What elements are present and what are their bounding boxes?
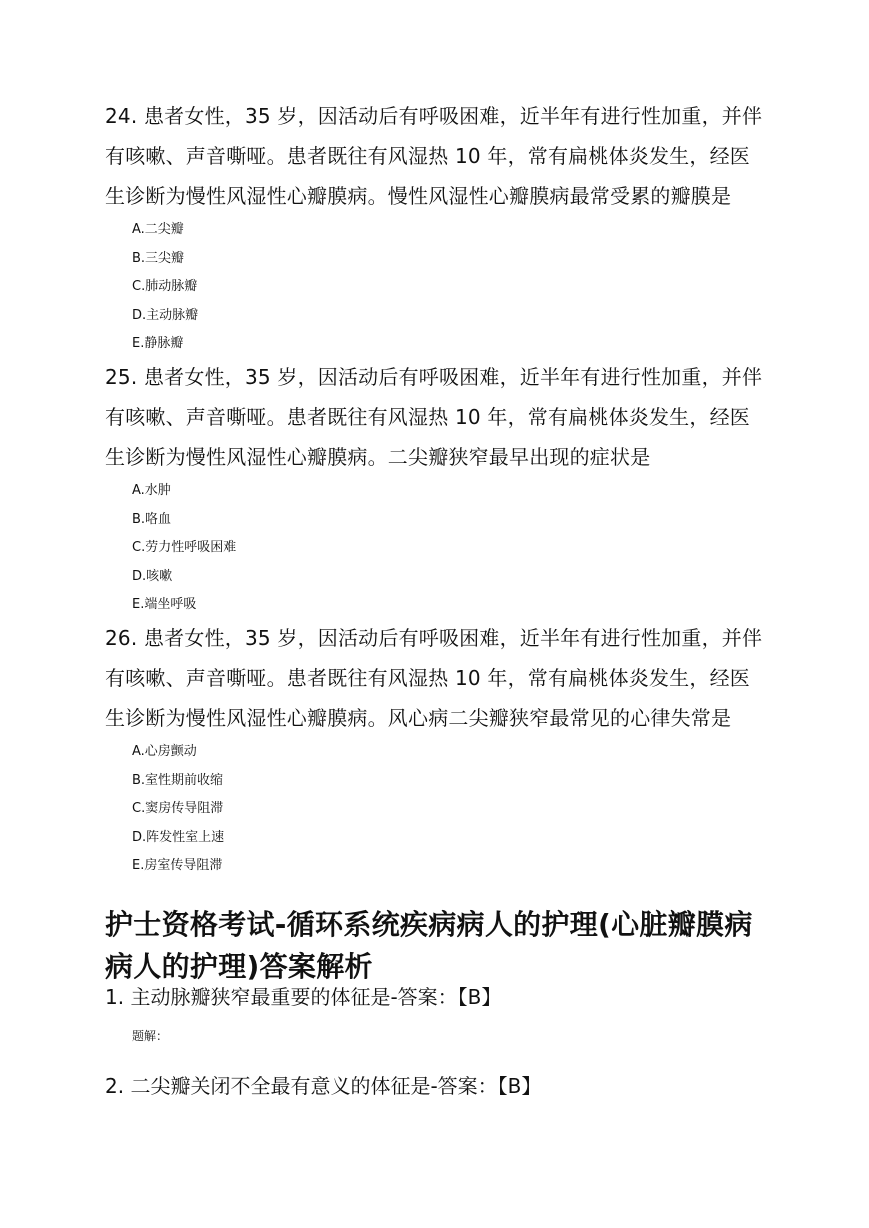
- option-e: E.端坐呼吸: [132, 597, 197, 613]
- option-d: D.咳嗽: [132, 568, 173, 584]
- option-e: E.房室传导阻滞: [132, 858, 223, 874]
- answers-section-title: 护士资格考试-循环系统疾病病人的护理(心脏瓣膜病病人的护理)答案解析: [105, 908, 753, 983]
- option-a: A.心房颤动: [132, 744, 197, 759]
- option-list: [105, 477, 765, 620]
- question-24: [105, 96, 765, 359]
- option-c: C.肺动脉瓣: [132, 279, 198, 295]
- option-a: A.水肿: [132, 483, 171, 498]
- option-d: D.阵发性室上速: [132, 829, 225, 845]
- option-b: B.三尖瓣: [132, 250, 185, 266]
- answer-text: 2. 二尖瓣关闭不全最有意义的体征是-答案：【B】: [105, 1074, 542, 1098]
- option-e: E.静脉瓣: [132, 336, 184, 352]
- option-c: C.窦房传导阻滞: [132, 801, 224, 817]
- question-stem: 26. 患者女性，35 岁，因活动后有呼吸困难，近半年有进行性加重，并伴有咳嗽、声音嘶哑。患者既往有风湿热 10 年，常有扁桃体炎发生，经医生诊断为慢性风湿性心瓣膜病。风心病二尖瓣狭窄最常见的心律失常是: [105, 626, 763, 730]
- question-stem: 24. 患者女性，35 岁，因活动后有呼吸困难，近半年有进行性加重，并伴有咳嗽、声音嘶哑。患者既往有风湿热 10 年，常有扁桃体炎发生，经医生诊断为慢性风湿性心瓣膜病。慢性风湿性心瓣膜病最常受累的瓣膜是: [105, 104, 763, 208]
- question-25: [105, 357, 765, 620]
- option-b: B.咯血: [132, 511, 172, 527]
- answer-item-1: [105, 983, 765, 1046]
- answer-explanation-label: 题解：: [132, 1029, 169, 1043]
- answer-text: 1. 主动脉瓣狭窄最重要的体征是-答案：【B】: [105, 985, 502, 1009]
- question-stem: 25. 患者女性，35 岁，因活动后有呼吸困难，近半年有进行性加重，并伴有咳嗽、声音嘶哑。患者既往有风湿热 10 年，常有扁桃体炎发生，经医生诊断为慢性风湿性心瓣膜病。二尖瓣狭窄最早出现的症状是: [105, 365, 763, 469]
- option-a: A.二尖瓣: [132, 222, 184, 237]
- answer-item-2: [105, 1072, 765, 1100]
- question-26: [105, 618, 765, 881]
- option-b: B.室性期前收缩: [132, 772, 224, 788]
- option-list: [105, 738, 765, 881]
- option-d: D.主动脉瓣: [132, 307, 199, 323]
- option-c: C.劳力性呼吸困难: [132, 540, 237, 556]
- option-list: [105, 216, 765, 359]
